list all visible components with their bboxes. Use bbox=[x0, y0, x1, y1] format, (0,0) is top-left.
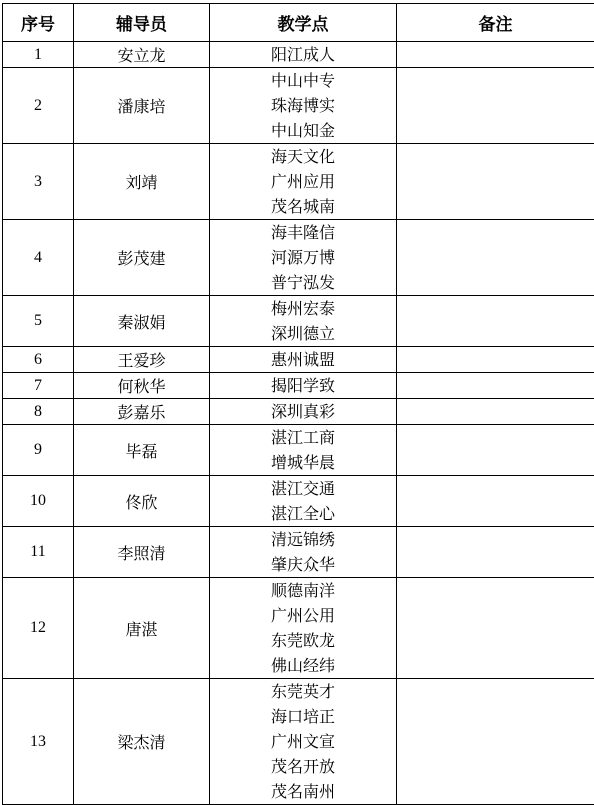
notes-cell bbox=[397, 220, 594, 296]
tutor-name: 彭茂建 bbox=[74, 220, 210, 296]
table-row bbox=[3, 347, 594, 373]
teaching-sites-cell bbox=[210, 68, 397, 144]
teaching-site: 普宁泓发 bbox=[210, 270, 396, 295]
teaching-sites-cell bbox=[210, 347, 397, 373]
teaching-site: 湛江工商 bbox=[210, 425, 396, 450]
header-sites: 教学点 bbox=[210, 4, 397, 42]
table-row bbox=[3, 527, 594, 578]
tutor-name: 李照清 bbox=[74, 527, 210, 578]
row-number: 4 bbox=[3, 220, 74, 296]
notes-cell bbox=[397, 373, 594, 399]
table-row bbox=[3, 476, 594, 527]
table-row bbox=[3, 578, 594, 679]
row-number: 1 bbox=[3, 42, 74, 68]
teaching-sites-cell bbox=[210, 578, 397, 679]
teaching-site: 肇庆众华 bbox=[210, 552, 396, 577]
tutor-name: 何秋华 bbox=[74, 373, 210, 399]
teaching-site: 佛山经纬 bbox=[210, 653, 396, 678]
teaching-site: 海丰隆信 bbox=[210, 220, 396, 245]
notes-cell bbox=[397, 296, 594, 347]
tutor-name: 毕磊 bbox=[74, 425, 210, 476]
table-row bbox=[3, 42, 594, 68]
teaching-sites-cell bbox=[210, 399, 397, 425]
row-number: 7 bbox=[3, 373, 74, 399]
table-row bbox=[3, 679, 594, 805]
table-row bbox=[3, 144, 594, 220]
tutor-name: 唐湛 bbox=[74, 578, 210, 679]
teaching-site: 清远锦绣 bbox=[210, 527, 396, 552]
row-number: 8 bbox=[3, 399, 74, 425]
header-no: 序号 bbox=[3, 4, 74, 42]
teaching-site: 惠州诚盟 bbox=[210, 347, 396, 372]
teaching-sites-cell bbox=[210, 220, 397, 296]
tutor-name: 王爱珍 bbox=[74, 347, 210, 373]
notes-cell bbox=[397, 679, 594, 805]
tutor-site-table bbox=[2, 3, 594, 805]
teaching-sites-cell bbox=[210, 144, 397, 220]
table-row bbox=[3, 68, 594, 144]
teaching-site: 湛江交通 bbox=[210, 476, 396, 501]
teaching-site: 广州应用 bbox=[210, 169, 396, 194]
table-row bbox=[3, 296, 594, 347]
notes-cell bbox=[397, 578, 594, 679]
teaching-site: 河源万博 bbox=[210, 245, 396, 270]
teaching-sites-cell bbox=[210, 476, 397, 527]
tutor-name: 彭嘉乐 bbox=[74, 399, 210, 425]
teaching-sites-cell bbox=[210, 425, 397, 476]
notes-cell bbox=[397, 144, 594, 220]
table-row bbox=[3, 373, 594, 399]
teaching-sites-cell bbox=[210, 373, 397, 399]
teaching-site: 阳江成人 bbox=[210, 42, 396, 67]
header-tutor: 辅导员 bbox=[74, 4, 210, 42]
tutor-name: 秦淑娟 bbox=[74, 296, 210, 347]
notes-cell bbox=[397, 425, 594, 476]
teaching-sites-cell bbox=[210, 679, 397, 805]
teaching-site: 中山知金 bbox=[210, 118, 396, 143]
teaching-site: 茂名城南 bbox=[210, 194, 396, 219]
teaching-site: 东莞欧龙 bbox=[210, 628, 396, 653]
teaching-sites-cell bbox=[210, 42, 397, 68]
tutor-name: 梁杰清 bbox=[74, 679, 210, 805]
teaching-site: 广州公用 bbox=[210, 603, 396, 628]
teaching-site: 增城华晨 bbox=[210, 450, 396, 475]
teaching-sites-cell bbox=[210, 527, 397, 578]
notes-cell bbox=[397, 476, 594, 527]
table-row bbox=[3, 220, 594, 296]
header-row bbox=[3, 4, 594, 42]
teaching-site: 茂名开放 bbox=[210, 754, 396, 779]
teaching-site: 深圳真彩 bbox=[210, 399, 396, 424]
notes-cell bbox=[397, 399, 594, 425]
row-number: 13 bbox=[3, 679, 74, 805]
notes-cell bbox=[397, 527, 594, 578]
teaching-site: 海口培正 bbox=[210, 704, 396, 729]
tutor-name: 安立龙 bbox=[74, 42, 210, 68]
teaching-site: 顺德南洋 bbox=[210, 578, 396, 603]
table-row bbox=[3, 425, 594, 476]
teaching-site: 深圳德立 bbox=[210, 321, 396, 346]
table-body bbox=[3, 42, 594, 805]
teaching-site: 珠海博实 bbox=[210, 93, 396, 118]
tutor-name: 潘康培 bbox=[74, 68, 210, 144]
notes-cell bbox=[397, 347, 594, 373]
teaching-site: 揭阳学致 bbox=[210, 373, 396, 398]
row-number: 5 bbox=[3, 296, 74, 347]
table-row bbox=[3, 399, 594, 425]
teaching-site: 梅州宏泰 bbox=[210, 296, 396, 321]
teaching-site: 广州文宣 bbox=[210, 729, 396, 754]
teaching-site: 茂名南州 bbox=[210, 779, 396, 804]
row-number: 12 bbox=[3, 578, 74, 679]
roster-sheet bbox=[2, 3, 594, 805]
tutor-name: 佟欣 bbox=[74, 476, 210, 527]
row-number: 9 bbox=[3, 425, 74, 476]
notes-cell bbox=[397, 68, 594, 144]
teaching-site: 东莞英才 bbox=[210, 679, 396, 704]
row-number: 11 bbox=[3, 527, 74, 578]
tutor-name: 刘靖 bbox=[74, 144, 210, 220]
teaching-site: 海天文化 bbox=[210, 144, 396, 169]
row-number: 3 bbox=[3, 144, 74, 220]
row-number: 6 bbox=[3, 347, 74, 373]
teaching-site: 中山中专 bbox=[210, 68, 396, 93]
notes-cell bbox=[397, 42, 594, 68]
teaching-sites-cell bbox=[210, 296, 397, 347]
row-number: 10 bbox=[3, 476, 74, 527]
row-number: 2 bbox=[3, 68, 74, 144]
teaching-site: 湛江全心 bbox=[210, 501, 396, 526]
header-notes: 备注 bbox=[397, 4, 594, 42]
